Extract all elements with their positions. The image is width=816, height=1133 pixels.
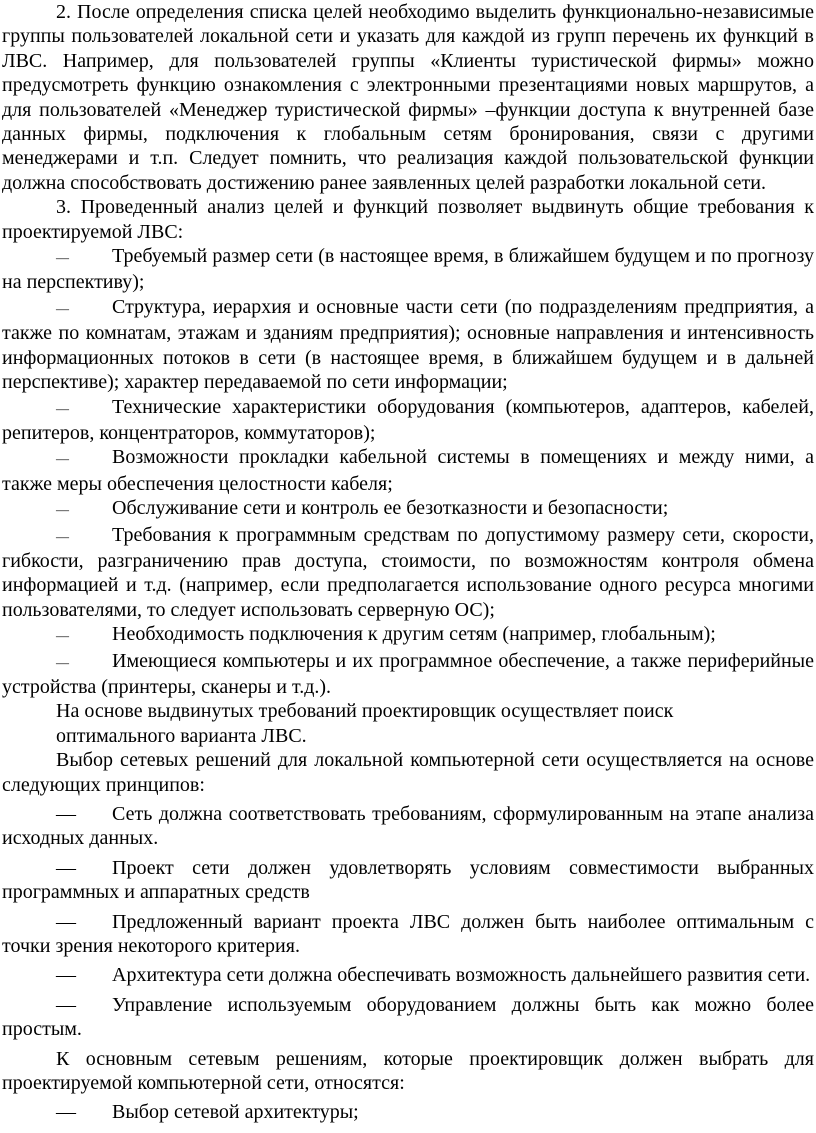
dash-marker: — [56, 803, 76, 825]
requirement-text: Имеющиеся компьютеры и их программное обеспечение, а также периферийные устройства (принтеры, сканеры и т.д.). [2, 649, 814, 698]
dash-marker: — [56, 400, 69, 416]
requirement-item [0, 445, 816, 496]
requirement-item [0, 496, 816, 522]
requirement-item [0, 295, 816, 395]
paragraph-user-groups: 2. После определения списка целей необходимо выделить функционально-независимые группы пользователей локальной сети и указать для каждой из групп перечень их функций в ЛВС. Например, для пользователей группы «Клиенты туристической фирмы» можно предусмотреть функцию ознакомления с электронными презентациями новых маршрутов, а для пользователей «Менеджер туристической фирмы» –функции доступа к внутренней базе данных фирмы, подключения к глобальным сетям бронирования, связи с другими менеджерами и т.п. Следует помнить, что реализация каждой пользовательской функции должна способствовать достижению ранее заявленных целей разработки локальной сети. [2, 1, 814, 194]
requirement-text: Необходимость подключения к другим сетям (например, глобальным); [112, 623, 716, 646]
dash-marker: — [56, 628, 69, 644]
requirement-text: Технические характеристики оборудования (компьютеров, адаптеров, кабелей, репитеров, концентраторов, коммутаторов); [2, 395, 814, 444]
principle-item [0, 993, 816, 1042]
dash-marker: — [56, 528, 69, 544]
principle-text: Проект сети должен удовлетворять условиям совместимости выбранных программных и аппаратных средств [2, 856, 814, 904]
requirement-text: Возможности прокладки кабельной системы в помещениях и между ними, а также меры обеспечения целостности кабеля; [2, 446, 814, 495]
requirement-text: Структура, иерархия и основные части сети (по подразделениям предприятия, а также по комнатам, этажам и зданиям предприятия); основные направления и интенсивность информационных потоков в сети (в настоящее время, в ближайшем будущем и в дальней перспективе); характер передаваемой по сети информации; [2, 295, 814, 394]
dash-marker: — [56, 654, 69, 670]
requirement-text: Обслуживание сети и контроль ее безотказности и безопасности; [112, 497, 669, 520]
dash-marker: — [56, 856, 76, 879]
solution-item [0, 1100, 816, 1124]
principle-text: Сеть должна соответствовать требованиям, сформулированным на этапе анализа исходных данных. [2, 803, 814, 850]
requirement-item [0, 523, 816, 623]
paragraph-solutions-intro: К основным сетевым решениям, которые проектировщик должен выбрать для проектируемой компьютерной сети, относятся: [2, 1047, 814, 1095]
requirement-item [0, 649, 816, 700]
requirement-text: Требуемый размер сети (в настоящее время, в ближайшем будущем и по прогнозу на перспективу); [2, 245, 814, 294]
dash-marker: — [56, 993, 76, 1016]
dash-marker: — [56, 250, 69, 266]
requirement-item [0, 244, 816, 295]
paragraph-principles-intro: Выбор сетевых решений для локальной компьютерной сети осуществляется на основе следующих принципов: [2, 749, 814, 796]
paragraph-requirements-intro: 3. Проведенный анализ целей и функций позволяет выдвинуть общие требования к проектируемой ЛВС: [2, 196, 814, 243]
dash-marker: — [56, 910, 76, 933]
paragraph-conclusion-line-2: оптимального варианта ЛВС. [56, 724, 307, 747]
principle-item [0, 963, 816, 987]
requirement-item [0, 622, 816, 648]
principle-item [0, 856, 816, 905]
principle-text: Управление используемым оборудованием должны быть как можно более простым. [2, 993, 814, 1041]
dash-marker: — [56, 964, 76, 987]
dash-marker: — [56, 1101, 76, 1124]
paragraph-conclusion-line-1: На основе выдвинутых требований проектировщик осуществляет поиск [56, 700, 674, 723]
requirement-item [0, 395, 816, 446]
principle-item [0, 910, 816, 959]
principle-item [0, 802, 816, 851]
dash-marker: — [56, 502, 69, 518]
principle-text: Архитектура сети должна обеспечивать возможность дальнейшего развития сети. [112, 964, 811, 987]
dash-marker: — [56, 451, 69, 467]
dash-marker: — [56, 300, 69, 316]
principle-text: Предложенный вариант проекта ЛВС должен быть наиболее оптимальным с точки зрения некоторого критерия. [2, 910, 814, 958]
requirement-text: Требования к программным средствам по допустимому размеру сети, скорости, гибкости, разграничению прав доступа, стоимости, по возможностям контроля обмена информацией и т.д. (например, если предполагается использование одного ресурса многими пользователями, то следует использовать серверную ОС); [2, 523, 814, 621]
solution-text: Выбор сетевой архитектуры; [112, 1101, 359, 1124]
